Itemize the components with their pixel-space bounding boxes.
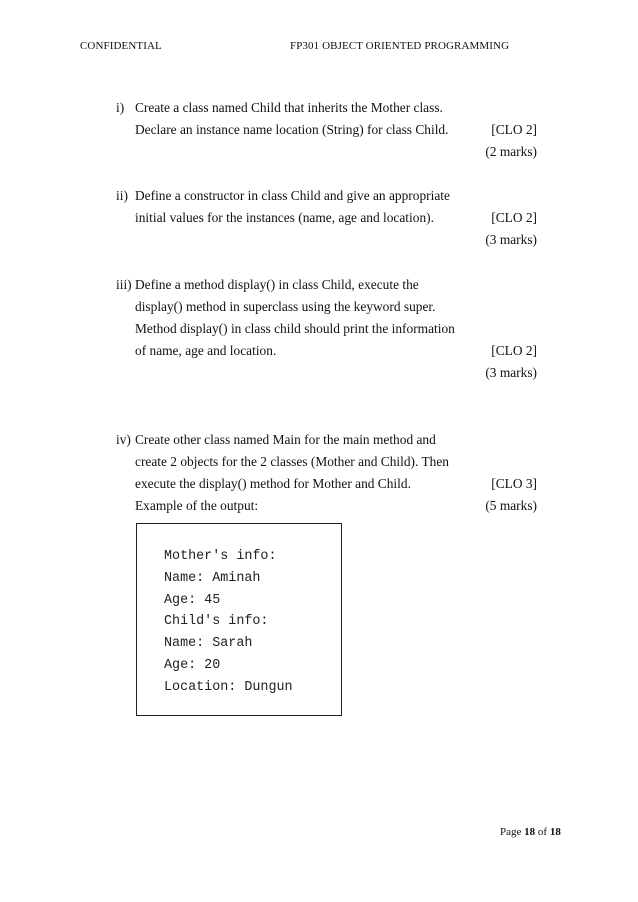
clo-label: [CLO 2] <box>491 343 537 358</box>
question-text-line: Create a class named Child that inherits the Mother class. <box>135 100 443 115</box>
question-number: iv) <box>116 432 131 447</box>
clo-label: [CLO 2] <box>491 122 537 137</box>
question-text-line: Create other class named Main for the main method and <box>135 432 436 447</box>
clo-label: [CLO 3] <box>491 476 537 491</box>
of-label: of <box>537 826 548 838</box>
question-text-line: execute the display() method for Mother and Child. <box>135 476 411 491</box>
question-text-line: of name, age and location. <box>135 343 277 358</box>
output-line: Name: Sarah <box>164 636 253 652</box>
question-ii <box>116 185 546 251</box>
output-line: Age: 45 <box>164 592 221 608</box>
question-text-line: display() method in superclass using the keyword super. <box>135 299 436 314</box>
question-text-line: Define a method display() in class Child, execute the <box>135 277 419 292</box>
header-course-title: FP301 OBJECT ORIENTED PROGRAMMING <box>290 40 510 52</box>
question-text-line: Declare an instance name location (String) for class Child. <box>135 122 449 137</box>
page-label: Page <box>500 826 522 838</box>
question-text-line: Method display() in class child should print the information <box>135 321 455 336</box>
clo-label: [CLO 2] <box>491 210 537 225</box>
output-line: Name: Aminah <box>164 570 261 586</box>
question-number: iii) <box>116 277 132 292</box>
output-line: Child's info: <box>164 614 269 630</box>
marks-label: (2 marks) <box>485 144 537 159</box>
total-pages: 18 <box>549 826 561 838</box>
output-line: Location: Dungun <box>164 679 293 695</box>
question-number: i) <box>116 100 125 115</box>
marks-label: (3 marks) <box>485 365 537 380</box>
output-example-lines <box>164 546 293 699</box>
question-text-line: Define a constructor in class Child and give an appropriate <box>135 188 450 203</box>
page-footer <box>500 826 561 838</box>
question-text-line: create 2 objects for the 2 classes (Mother and Child). Then <box>135 454 449 469</box>
marks-label: (5 marks) <box>485 498 537 513</box>
output-line: Mother's info: <box>164 549 277 564</box>
question-number: ii) <box>116 188 128 203</box>
header-confidential: CONFIDENTIAL <box>80 40 162 52</box>
question-i <box>116 97 546 163</box>
output-line: Age: 20 <box>164 657 221 673</box>
marks-label: (3 marks) <box>485 232 537 247</box>
page-number: 18 <box>524 826 536 838</box>
question-text-line: Example of the output: <box>135 498 259 513</box>
question-text-line: initial values for the instances (name, age and location). <box>135 210 434 225</box>
output-example-box <box>136 523 342 716</box>
question-iii <box>116 274 546 384</box>
question-iv <box>116 429 546 517</box>
